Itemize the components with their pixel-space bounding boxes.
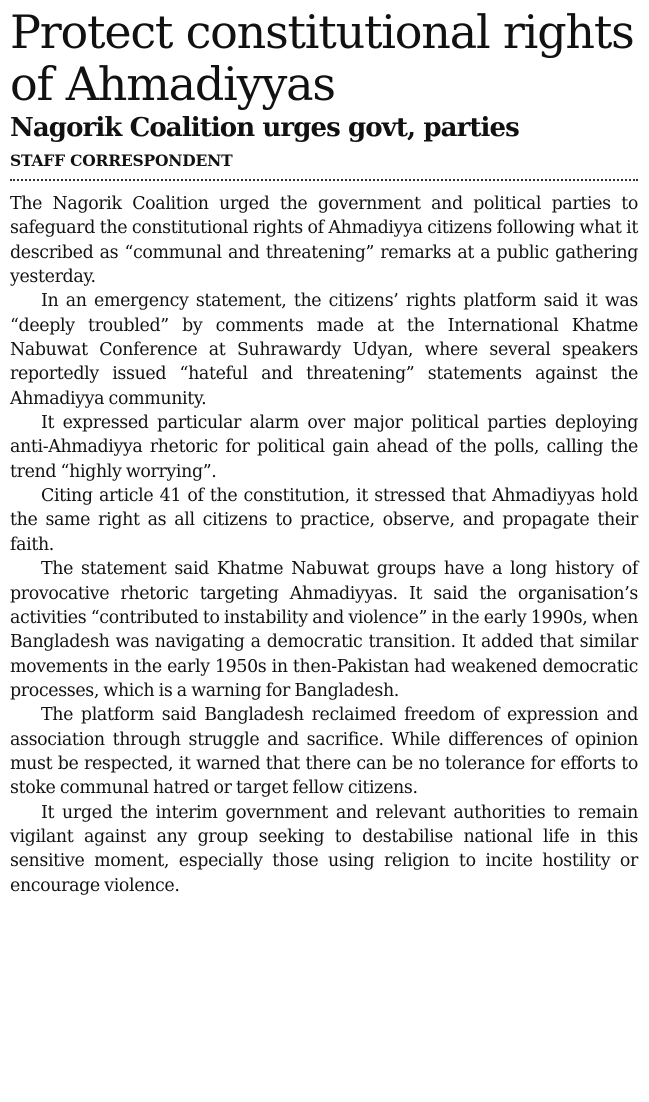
- paragraph: The platform said Bangladesh reclaimed freedom of expression and association through struggle and sacrifice. While differences of opinion must be respected, it warned that there can be no tolerance for efforts to stoke communal hatred or target fellow citizens.: [10, 705, 638, 799]
- paragraph: Citing article 41 of the constitution, it stressed that Ahmadiyyas hold the same right as all citizens to practice, observe, and propagate their faith.: [10, 486, 638, 555]
- paragraph: It expressed particular alarm over major political parties deploying anti-Ahmadiyya rhetoric for political gain ahead of the polls, calling the trend “highly worrying”.: [10, 413, 638, 482]
- news-article: [10, 6, 638, 898]
- paragraph: It urged the interim government and relevant authorities to remain vigilant against any group seeking to destabilise national life in this sensitive moment, especially those using religion to incite hostility or encourage violence.: [10, 802, 638, 896]
- dotted-divider: [10, 179, 638, 181]
- article-headline: Protect constitutional rights of Ahmadiyyas: [10, 5, 634, 111]
- article-body: [10, 192, 638, 898]
- article-byline: STAFF CORRESPONDENT: [10, 151, 233, 170]
- paragraph: The statement said Khatme Nabuwat groups have a long history of provocative rhetoric targeting Ahmadiyyas. It said the organisation’s activities “contributed to instability and violence” in the early 1990s, when Bangladesh was navigating a democratic transition. It added that similar movements in the early 1950s in then-Pakistan had weakened democratic processes, which is a warning for Bangladesh.: [10, 559, 638, 701]
- article-subheadline: Nagorik Coalition urges govt, parties: [10, 113, 519, 143]
- paragraph: In an emergency statement, the citizens’ rights platform said it was “deeply troubled” by comments made at the International Khatme Nabuwat Conference at Suhrawardy Udyan, where several speakers reportedly issued “hateful and threatening” statements against the Ahmadiyya community.: [10, 291, 638, 409]
- paragraph: The Nagorik Coalition urged the government and political parties to safeguard the constitutional rights of Ahmadiyya citizens following what it described as “communal and threatening” remarks at a public gathering yesterday.: [10, 194, 638, 288]
